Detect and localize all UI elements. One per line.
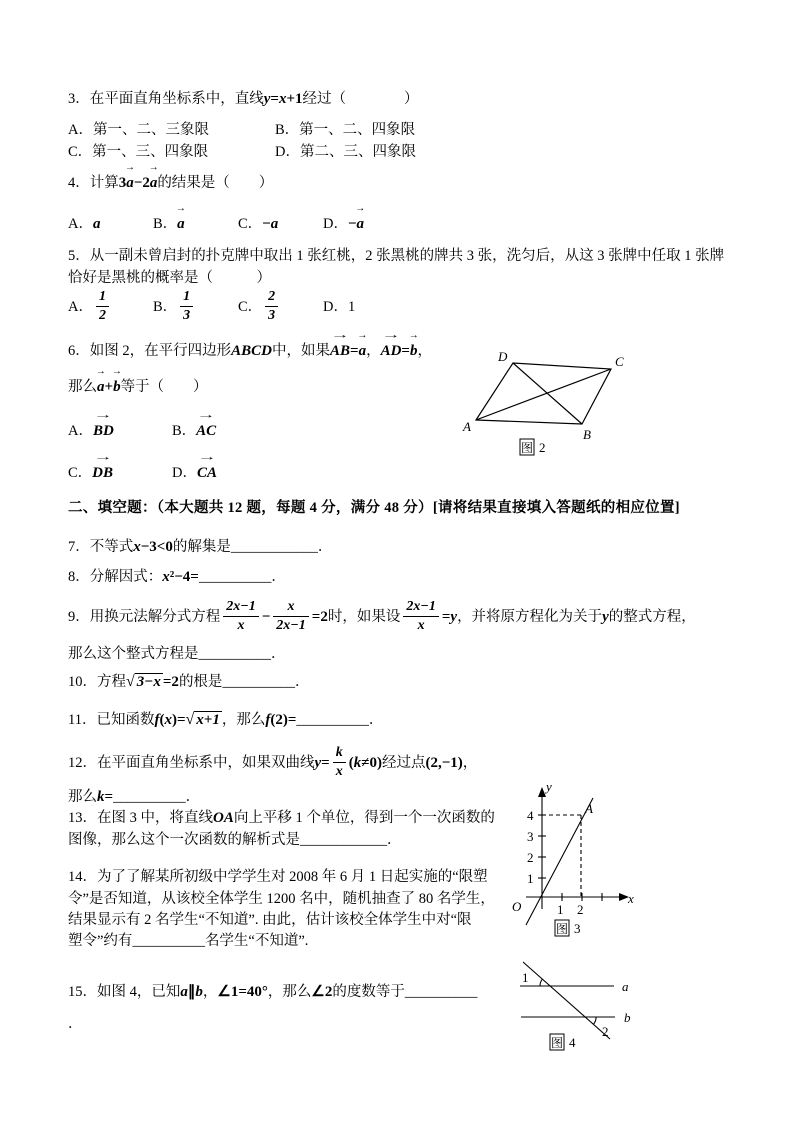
fig3-x-label: x [628, 891, 634, 906]
question-3-stem: 3．在平面直角坐标系中，直线y=x+1经过（ ） [68, 91, 419, 107]
parallelogram-outline [476, 363, 611, 424]
fig3-xtick-1: 1 [557, 902, 564, 917]
question-5-option-c: C． $\frac{2}{3}$ [238, 288, 281, 326]
question-6-option-b: B．→ AC [172, 420, 216, 442]
question-6-option-a: A．→ BD [68, 420, 114, 442]
question-9-line-2: 那么这个整式方程是__________． [68, 646, 286, 662]
question-15-line-2: ． [68, 1016, 83, 1032]
fig3-caption-char: 图 [556, 922, 569, 936]
question-5-line-2: 恰好是黑桃的概率是（ ） [68, 270, 271, 286]
fig2-label-D: D [498, 349, 508, 364]
question-6-line-1: 6．如图 2，在平行四边形ABCD中，如果→ AB=→ a，→ AD=→ b， [68, 340, 432, 362]
y-axis-arrow [538, 787, 546, 797]
question-6-line-2: 那么→ a+→ b等于（ ） [68, 376, 208, 398]
question-15-line-1: 15．如图 4，已知a∥b，∠1=40°，那么∠2的度数等于__________ [68, 984, 478, 1000]
fig4-caption-number: 4 [569, 1035, 576, 1050]
fig2-label-A: A [463, 419, 471, 434]
transversal-line [523, 962, 610, 1039]
fig3-caption-number: 3 [574, 921, 581, 936]
fig3-ytick-2: 2 [527, 850, 534, 865]
diagonal-BD [513, 363, 582, 424]
fig2-label-B: B [583, 427, 591, 442]
question-5-option-b: B． $\frac{1}{3}$ [153, 288, 196, 326]
question-8: 8．分解因式：x²−4=__________． [68, 569, 286, 585]
fig3-point-A-label: A [585, 801, 593, 816]
question-14-line-2: 令”是否知道，从该校全体学生 1200 名中，随机抽查了 80 名学生， [68, 891, 495, 907]
fig3-origin-label: O [512, 899, 522, 914]
question-3-option-a: A．第一、二、三象限 [68, 122, 209, 138]
question-5-option-a: A． $\frac{1}{2}$ [68, 288, 112, 326]
fig4-line-a-label: a [622, 979, 629, 994]
question-4-option-b: B．→ a [153, 213, 185, 235]
question-14-line-3: 结果显示有 2 名学生“不知道”. 由此，估计该校全体学生中对“限 [68, 912, 472, 928]
fig2-caption-char: 图 [521, 441, 534, 455]
question-9-line-1: 9．用换元法解分式方程 $\frac{2x-1}{x}$ − $\frac{x}{2x-1}$ =2时，如果设 $\frac{2x-1}{x}$ =y，并将原方程化为关于y的整式方程， [68, 599, 696, 634]
question-13-line-2: 图像，那么这个一次函数的解析式是____________． [68, 832, 402, 848]
question-4-option-d: D．−→ a [323, 213, 364, 235]
question-14-line-4: 塑令”约有__________名学生“不知道”. [68, 933, 309, 949]
diagonal-AC [476, 369, 611, 420]
angle-1-arc [540, 979, 543, 986]
figure-3-coordinate-graph [495, 779, 673, 946]
question-5-line-1: 5．从一副未曾启封的扑克牌中取出 1 张红桃，2 张黑桃的牌共 3 张，洗匀后，从这 3 张牌中任取 1 张牌 [68, 248, 725, 264]
figure-4-parallel-lines [498, 958, 658, 1072]
question-3-option-c: C．第一、三、四象限 [68, 144, 209, 160]
fig3-xtick-2: 2 [577, 902, 584, 917]
question-4-stem: 4．计算3→ a−2→ a的结果是（ ） [68, 172, 273, 194]
question-4-option-c: C．−a [238, 216, 279, 232]
section-2-title: 二、填空题：（本大题共 12 题，每题 4 分，满分 48 分）[请将结果直接填入答题纸的相应位置] [68, 500, 680, 516]
figure-2-parallelogram [462, 348, 642, 466]
question-11: 11．已知函数f(x)=√ x+1 ，那么f(2)=__________． [68, 711, 384, 728]
question-5-option-d: D．1 [323, 299, 356, 315]
question-10: 10．方程√ 3−x =2的根是__________． [68, 673, 310, 690]
fig4-caption-char: 图 [551, 1036, 564, 1050]
fig3-y-label: y [546, 779, 552, 794]
fig2-caption-number: 2 [539, 440, 546, 455]
fig2-label-C: C [615, 354, 624, 369]
fig3-ytick-3: 3 [527, 829, 534, 844]
question-7: 7．不等式x−3<0的解集是____________． [68, 539, 333, 555]
fig3-ytick-1: 1 [527, 871, 534, 886]
question-4-option-a: A．a [68, 216, 101, 232]
fig3-ytick-4: 4 [527, 808, 534, 823]
question-3-option-d: D．第二、三、四象限 [275, 144, 416, 160]
question-14-line-1: 14．为了了解某所初级中学学生对 2008 年 6 月 1 日起实施的“限塑 [68, 869, 488, 885]
question-12-line-2: 那么k=__________． [68, 789, 201, 805]
question-3-option-b: B．第一、二、四象限 [275, 122, 416, 138]
fig4-angle-1-label: 1 [522, 970, 529, 985]
fig4-line-b-label: b [624, 1010, 631, 1025]
fig4-angle-2-label: 2 [602, 1024, 609, 1039]
angle-2-arc [593, 1017, 596, 1024]
question-6-option-d: D．→ CA [172, 462, 217, 484]
question-12-line-1: 12．在平面直角坐标系中，如果双曲线y= $\frac{k}{x}$ (k≠0)经过点(2,−1)， [68, 745, 478, 780]
question-13-line-1: 13．在图 3 中，将直线OA向上平移 1 个单位，得到一个一次函数的 [68, 810, 495, 826]
question-6-option-c: C．→ DB [68, 462, 113, 484]
